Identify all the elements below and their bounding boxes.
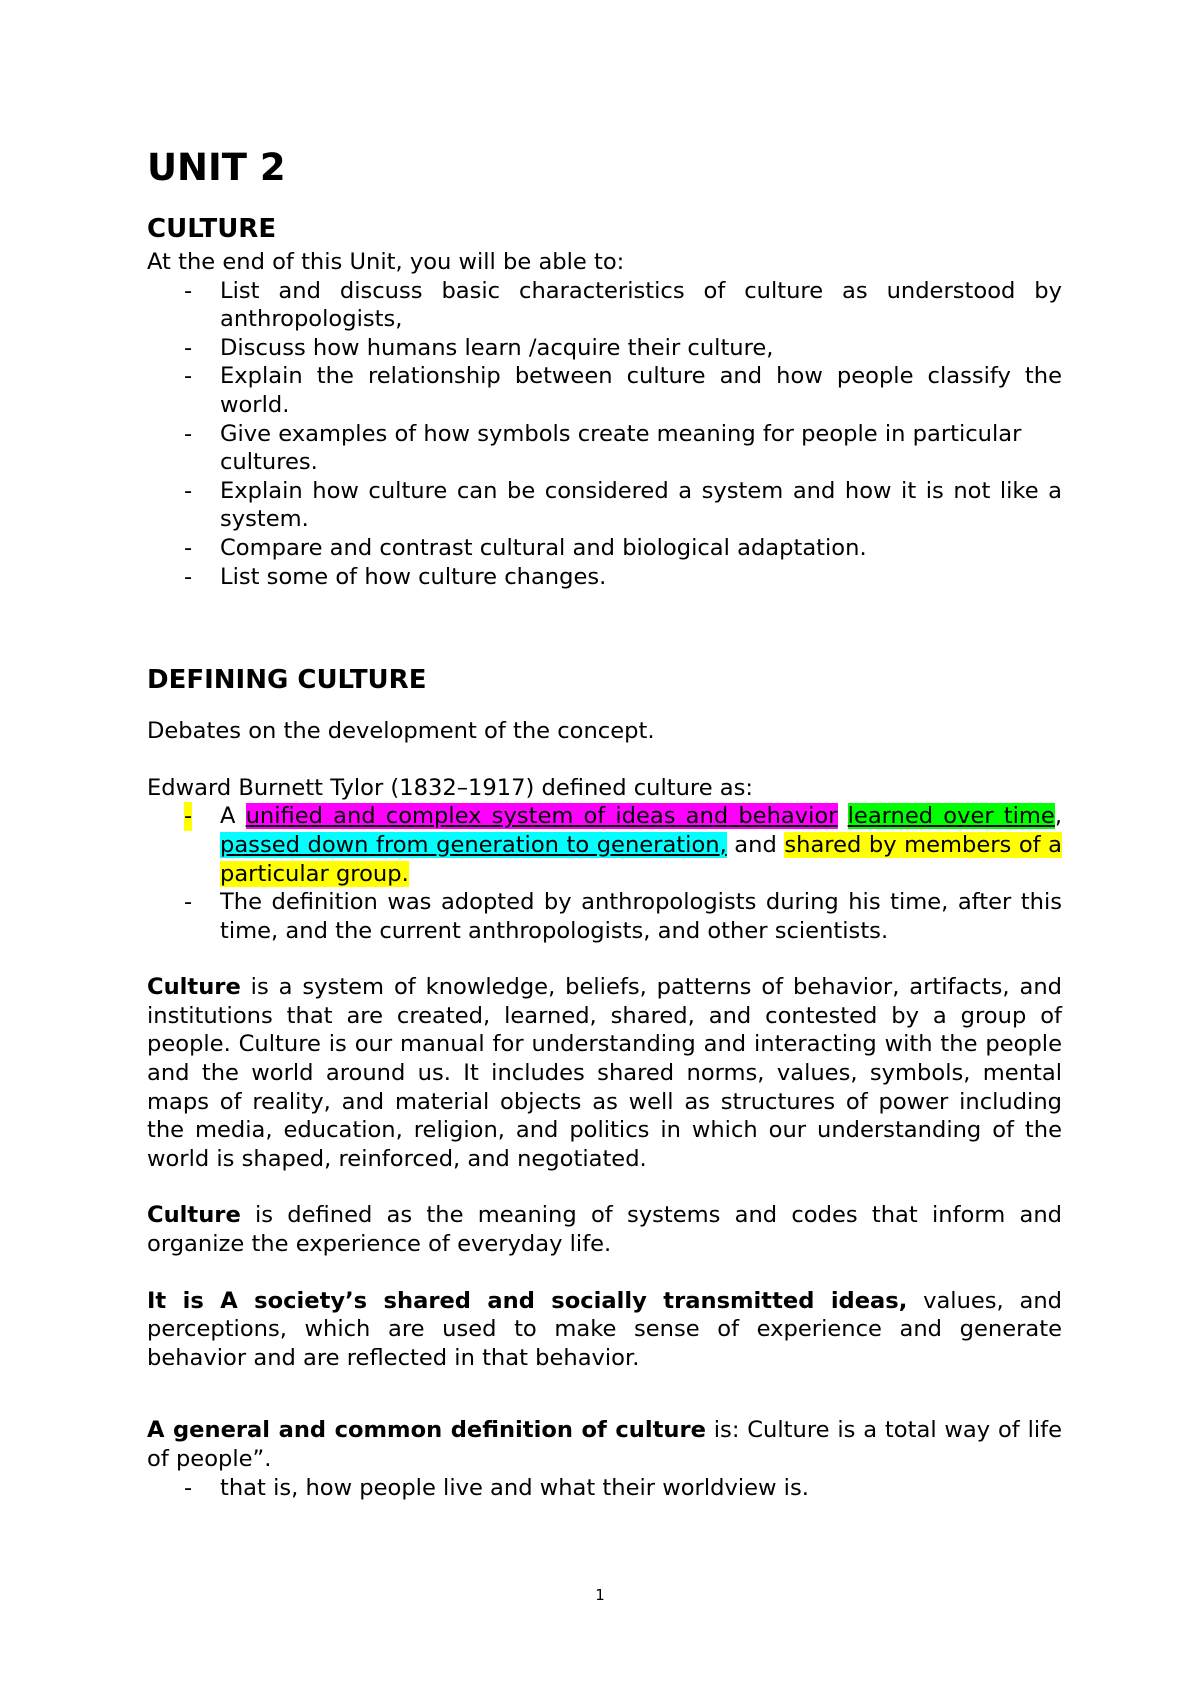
culture-paragraph-3 [147,1287,1062,1373]
objective-text: Give examples of how symbols create meaning for people in particular cultures. [220,420,1022,476]
list-item [147,334,1062,363]
culture-paragraph-2 [147,1201,1062,1258]
paragraph-text: values, and perceptions, which are used to make sense of experience and generate behavior and are reflected in that behavior. [147,1287,1062,1371]
objective-text: Discuss how humans learn /acquire their culture, [220,334,774,361]
dash-bullet: - [184,534,193,561]
paragraph-text: is defined as the meaning of systems and codes that inform and organize the experience of everyday life. [147,1202,1062,1258]
bold-term: A general and common definition of culture [147,1417,706,1444]
list-text: that is, how people live and what their worldview is. [220,1474,809,1501]
comma: , [719,831,727,858]
debates-text: Debates on the development of the concept. [147,718,655,745]
list-item [147,1474,1062,1503]
list-item [147,534,1062,563]
objective-text: Explain the relationship between culture and how people classify the world. [220,363,1062,418]
defining-culture-heading: DEFINING CULTURE [147,665,427,696]
objectives-intro: At the end of this Unit, you will be able to: [147,249,625,275]
and-text: and [726,831,785,858]
dash-bullet: - [184,803,193,830]
dash-bullet: - [184,889,193,916]
dash-bullet: - [184,563,193,590]
highlight-unified-system: unified and complex system of ideas and behavior [245,803,838,830]
dash-bullet: - [184,420,193,447]
bold-term: Culture [147,1202,241,1229]
list-item [147,888,1062,945]
objective-text: Compare and contrast cultural and biological adaptation. [220,534,867,561]
list-item [147,563,1062,592]
dash-bullet: - [184,334,193,361]
page-content [147,138,1062,1502]
list-item [147,420,1062,477]
bold-term: Culture [147,974,241,1001]
tylor-def-a: A [220,803,246,830]
objective-text: List some of how culture changes. [220,563,607,590]
dash-bullet: - [184,363,193,390]
culture-paragraph-4 [147,1416,1062,1473]
paragraph-text: is: Culture is a total way of life of people”. [147,1417,1062,1472]
objective-text: List and discuss basic characteristics of culture as understood by anthropologists, [220,277,1062,333]
tylor-note: The definition was adopted by anthropologists during his time, after this time, and the current anthropologists, and other scientists. [220,889,1062,944]
paragraph-text: is a system of knowledge, beliefs, patterns of behavior, artifacts, and institutions that are created, learned, shared, and contested by a group of people. Culture is our manual for understanding and interacting with the people and the world around us. It includes shared norms, values, symbols, mental maps of reality, and material objects as well as structures of power including the media, education, religion, and politics in which our understanding of the world is shaped, reinforced, and negotiated. [147,974,1062,1172]
highlight-passed-down: passed down from generation to generation [220,831,720,858]
page-number: 1 [595,1586,605,1604]
highlight-learned-over-time: learned over time [847,803,1055,830]
list-item [147,277,1062,334]
dash-bullet: - [184,277,193,304]
objectives-list [147,277,1062,592]
general-definition-list [147,1474,1062,1503]
unit-title: UNIT 2 [147,146,286,189]
dash-bullet: - [184,477,193,504]
list-item [147,802,1062,888]
highlight-shared-by-members: shared by members of a particular group. [220,831,1063,887]
list-item [147,477,1062,534]
tylor-list [147,802,1062,945]
culture-paragraph-1 [147,973,1062,1173]
space [838,803,848,829]
list-item [147,362,1062,419]
comma: , [1054,803,1063,830]
bold-term: It is A society’s shared and socially transmitted ideas, [147,1287,908,1314]
tylor-intro: Edward Burnett Tylor (1832–1917) defined culture as: [147,774,754,801]
culture-heading: CULTURE [147,214,277,244]
dash-bullet: - [184,1474,193,1501]
objective-text: Explain how culture can be considered a system and how it is not like a system. [220,477,1062,533]
